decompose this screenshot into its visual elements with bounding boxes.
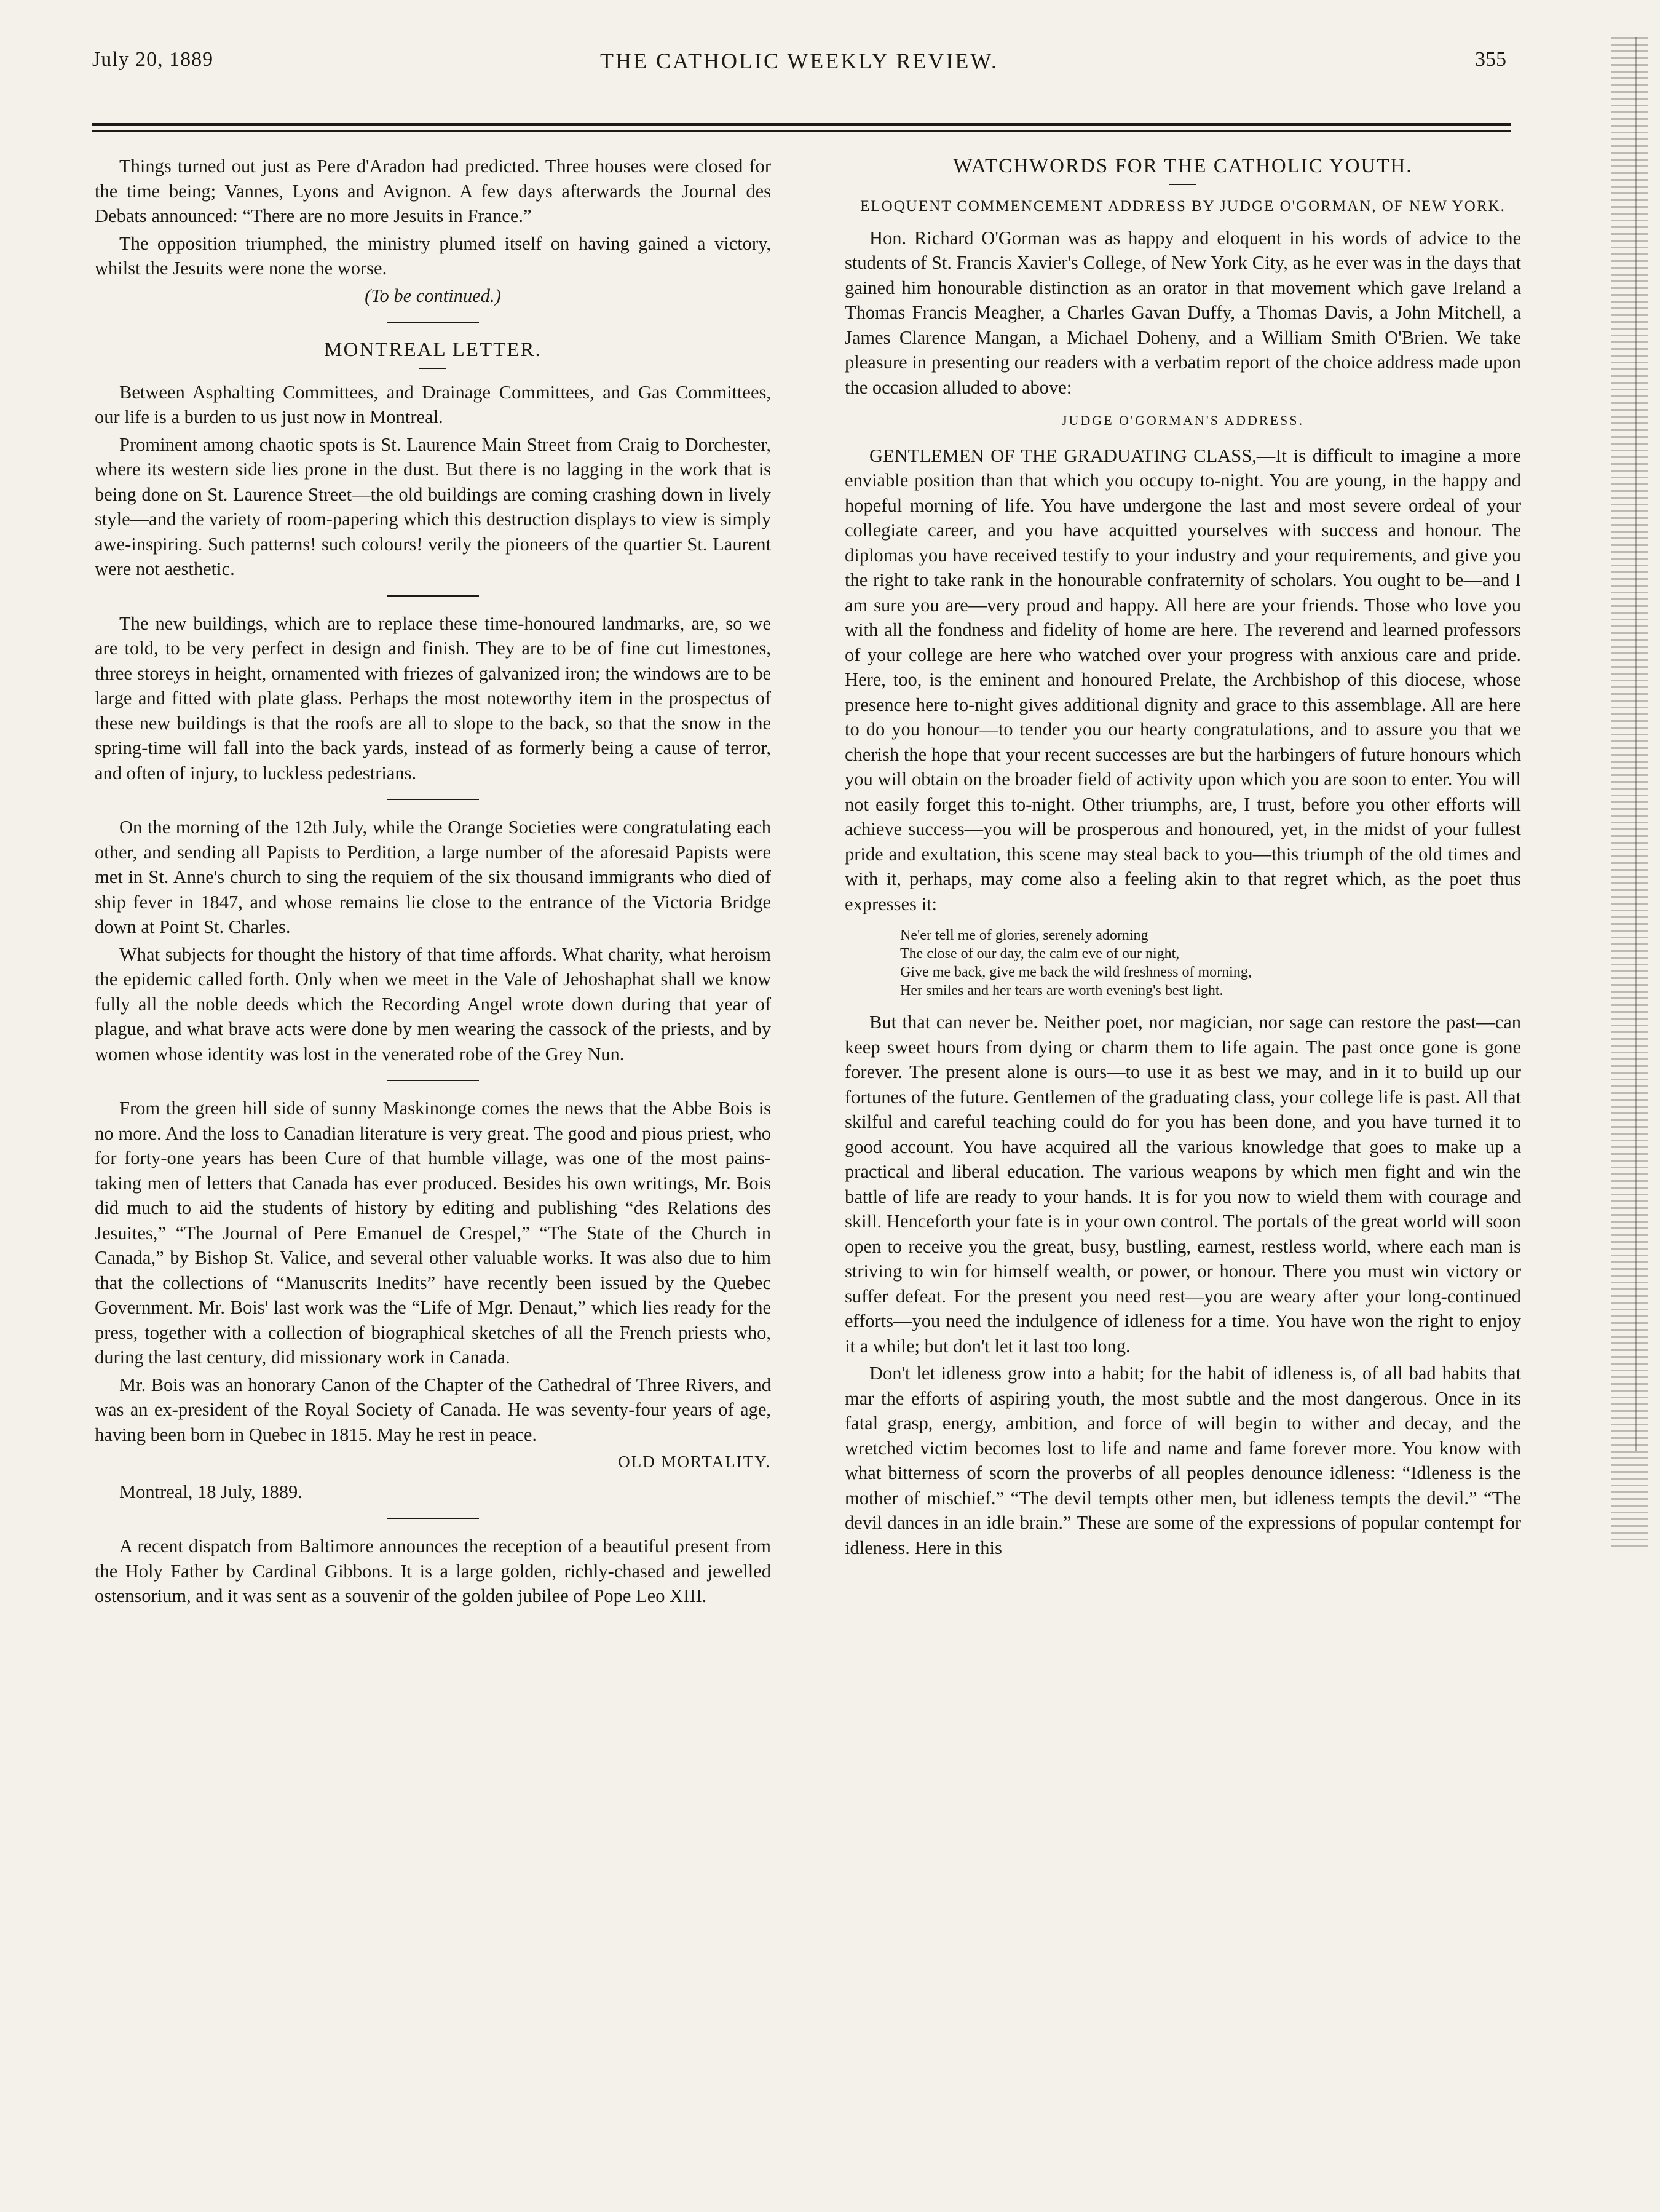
article-paragraph: What subjects for thought the history of that time affords. What charity, what heroism the epidemic called forth. Only when we meet in the Vale of Jehoshaphat shall we know fully all the noble deeds which the Recording Angel wrote down during that year of plague, and what brave acts were done by men wearing the cassock of the priests, and by women whose identity was lost in the venerated robe of the Grey Nun. <box>95 943 771 1064</box>
to-be-continued: (To be continued.) <box>365 285 501 306</box>
poem-line: Ne'er tell me of glories, serenely adorning <box>900 927 1148 943</box>
article-paragraph: Hon. Richard O'Gorman was as happy and eloquent in his words of advice to the students of St. Francis Xavier's College, of New York City, as he ever was in the days that gained him honourable distinction as an orator in that movement which gave Ireland a Thomas Francis Meagher, a Charles Gavan Duffy, a Thomas Davis, a John Mitchell, a James Clarence Mangan, a Michael Doheny, and a William Smith O'Brien. We take pleasure in presenting our readers with a verbatim report of the choice address made upon the occasion alluded to above: <box>845 227 1521 398</box>
article-paragraph: GENTLEMEN OF THE GRADUATING CLASS,—It is difficult to imagine a more enviable position than that which you occupy to-night. You are young, in the happy and hopeful morning of life. You have undergone the last and most severe ordeal of your collegiate career, and you have acquitted yourselves with success and honour. The diplomas you have received testify to your industry and your requirements, and give you the right to take rank in the honourable confraternity of scholars. You ought to be—and I am sure you are—very proud and happy. All here are your friends. Those who love you with all the fondness and fidelity of home are here. The reverend and learned professors of your college are here who watched over your progress with anxious care and pride. Here, too, is the eminent and honoured Prelate, the Archbishop of this diocese, whose presence here to-night gives additional dignity and grace to this assemblage. All are here to do you honour—to tender you our hearty congratulations, and to assure you that we cherish the hope that your recent successes are but the harbingers of future honours which you will obtain on the broader field of activity upon which you are soon to enter. You will not easily forget this to-night. Other triumphs, are, I trust, before you other efforts will achieve success—you will be prosperous and honoured, yet, in the midst of your fullest pride and exultation, this scene may steal back to you—this triumph of the old times and with it, perhaps, may come also a feeling akin to that regret which, as the poet thus expresses it: <box>845 445 1521 914</box>
article-paragraph: The opposition triumphed, the ministry plumed itself on having gained a victory, whilst the Jesuits were none the worse. <box>95 232 771 279</box>
article-paragraph: The new buildings, which are to replace these time-honoured landmarks, are, so we are told, to be very perfect in design and finish. They are to be of fine cut limestones, three storeys in height, ornamented with friezes of galvanized iron; the windows are to be large and fitted with plate glass. Perhaps the most noteworthy item in the prospectus of these new buildings is that the roofs are all to slope to the back, so that the snow in the spring-time will fall into the back yards, instead of as formerly being a cause of terror, and often of injury, to luckless pedestrians. <box>95 612 771 783</box>
article-paragraph: From the green hill side of sunny Maskinonge comes the news that the Abbe Bois is no more. And the loss to Canadian literature is very great. The good and pious priest, who for forty-one years has been Cure of that humble village, was one of the most pains-taking men of letters that Canada has ever produced. Besides his own writings, Mr. Bois did much to aid the students of history by editing and publishing “des Relations des Jesuites,” “The Journal of Pere Emanuel de Crespel,” “The State of the Church in Canada,” by Bishop St. Valice, and several other valuable works. It was also due to him that the collections of “Manuscrits Inedits” have recently been issued by the Quebec Government. Mr. Bois' last work was the “Life of Mgr. Denaut,” which lies ready for the press, together with a collection of biographical sketches of all the French priests who, during the last century, did missionary work in Canada. <box>95 1098 771 1368</box>
running-head <box>92 48 1506 92</box>
poem-line: Give me back, give me back the wild freshness of morning, <box>900 964 1252 980</box>
article-paragraph: A recent dispatch from Baltimore announces the reception of a beautiful present from the Holy Father by Cardinal Gibbons. It is a large golden, richly-chased and jewelled ostensorium, and it was sent as a souvenir of the golden jubilee of Pope Leo XIII. <box>95 1536 771 1606</box>
article-paragraph: On the morning of the 12th July, while the Orange Societies were congratulating each other, and sending all Papists to Perdition, a large number of the aforesaid Papists were met in St. Anne's church to sing the requiem of the six thousand immigrants who died of ship fever in 1847, and whose remains lie close to the entrance of the Victoria Bridge down at Point St. Charles. <box>95 817 771 937</box>
article-paragraph: But that can never be. Neither poet, nor magician, nor sage can restore the past—can keep sweet hours from dying or charm them to life again. The past once gone is gone forever. The present alone is ours—to use it as best we may, and in it to build up our fortunes of the future. Gentlemen of the graduating class, your college life is past. All that skilful and careful teaching could do for you has been done, and you have turned it to good account. You have acquired all the various knowledge that goes to make up a practical and liberal education. The various weapons by which men fight and win the battle of life are ready to your hands. It is for you now to wield them with courage and skill. Henceforth your fate is in your own control. The portals of the great world will soon open to receive you the great, busy, bustling, earnest, restless world, where each man is striving to win for himself wealth, or power, or honour. There you must win victory or suffer defeat. For the present you need rest—you are weary after your long-continued efforts—you need the indulgence of idleness for a time. You have won the right to enjoy it a while; but don't let it last too long. <box>845 1012 1521 1357</box>
author-signature: OLD MORTALITY. <box>618 1453 771 1471</box>
poem-quotation <box>900 926 1521 1000</box>
gutter-texture <box>1611 37 1648 1550</box>
binding-gutter <box>1611 0 1660 2212</box>
article-paragraph: Things turned out just as Pere d'Aradon had predicted. Three houses were closed for the time being; Vannes, Lyons and Avignon. A few days afterwards the Journal des Debats announced: “There are no more Jesuits in France.” <box>95 156 771 226</box>
watchwords-heading: WATCHWORDS FOR THE CATHOLIC YOUTH. <box>953 155 1413 177</box>
gutter-edge-line <box>1635 37 1637 1451</box>
heading-dash <box>419 368 446 369</box>
article-paragraph: Between Asphalting Committees, and Drainage Committees, and Gas Committees, our life is a burden to us just now in Montreal. <box>95 381 771 427</box>
page-number: 355 <box>1475 48 1506 71</box>
article-paragraph: Prominent among chaotic spots is St. Laurence Main Street from Craig to Dorchester, where its western side lies prone in the dust. But there is no lagging in the work that is being done on St. Laurence Street—the old buildings are coming crashing down in lively style—and the variety of room-papering which this destruction displays to view is simply awe-inspiring. Such patterns! such colours! verily the pioneers of the quartier St. Laurent were not aesthetic. <box>95 434 771 579</box>
section-rule <box>387 799 479 800</box>
poem-line: Her smiles and her tears are worth evening's best light. <box>900 983 1223 999</box>
article-paragraph: Mr. Bois was an honorary Canon of the Chapter of the Cathedral of Three Rivers, and was an ex-president of the Royal Society of Canada. He was seventy-four years of age, having been born in Quebec in 1815. May he rest in peace. <box>95 1374 771 1445</box>
section-rule <box>387 1080 479 1081</box>
dateline: Montreal, 18 July, 1889. <box>119 1481 302 1502</box>
section-rule <box>387 322 479 323</box>
section-rule <box>387 1518 479 1519</box>
issue-date: July 20, 1889 <box>92 48 214 71</box>
article-subheading: ELOQUENT COMMENCEMENT ADDRESS BY JUDGE O'GORMAN, OF NEW YORK. <box>860 197 1506 215</box>
article-paragraph: Don't let idleness grow into a habit; for the habit of idleness is, of all bad habits that mar the efforts of aspiring youth, the most subtle and the most dangerous. Once in its fatal grasp, energy, ambition, and force of will begin to wither and decay, and the wretched victim becomes lost to life and name and fame forever more. You know with what bitterness of scorn the proverbs of all peoples denounce idleness: “Idleness is the mother of mischief.” “The devil tempts other men, but idleness tempts the devil.” “The devil dances in an idle brain.” These are some of the expressions of popular contempt for idleness. Here in this <box>845 1363 1521 1558</box>
address-title: JUDGE O'GORMAN'S ADDRESS. <box>1061 413 1305 428</box>
header-rule-thick <box>92 123 1511 126</box>
poem-line: The close of our day, the calm eve of our night, <box>900 946 1180 962</box>
heading-dash <box>1169 184 1196 185</box>
section-rule <box>387 595 479 597</box>
montreal-letter-heading: MONTREAL LETTER. <box>324 339 542 361</box>
left-column <box>95 154 771 1609</box>
masthead-title: THE CATHOLIC WEEKLY REVIEW. <box>600 49 998 73</box>
right-column <box>845 154 1521 1560</box>
header-rule-thin <box>92 130 1511 132</box>
